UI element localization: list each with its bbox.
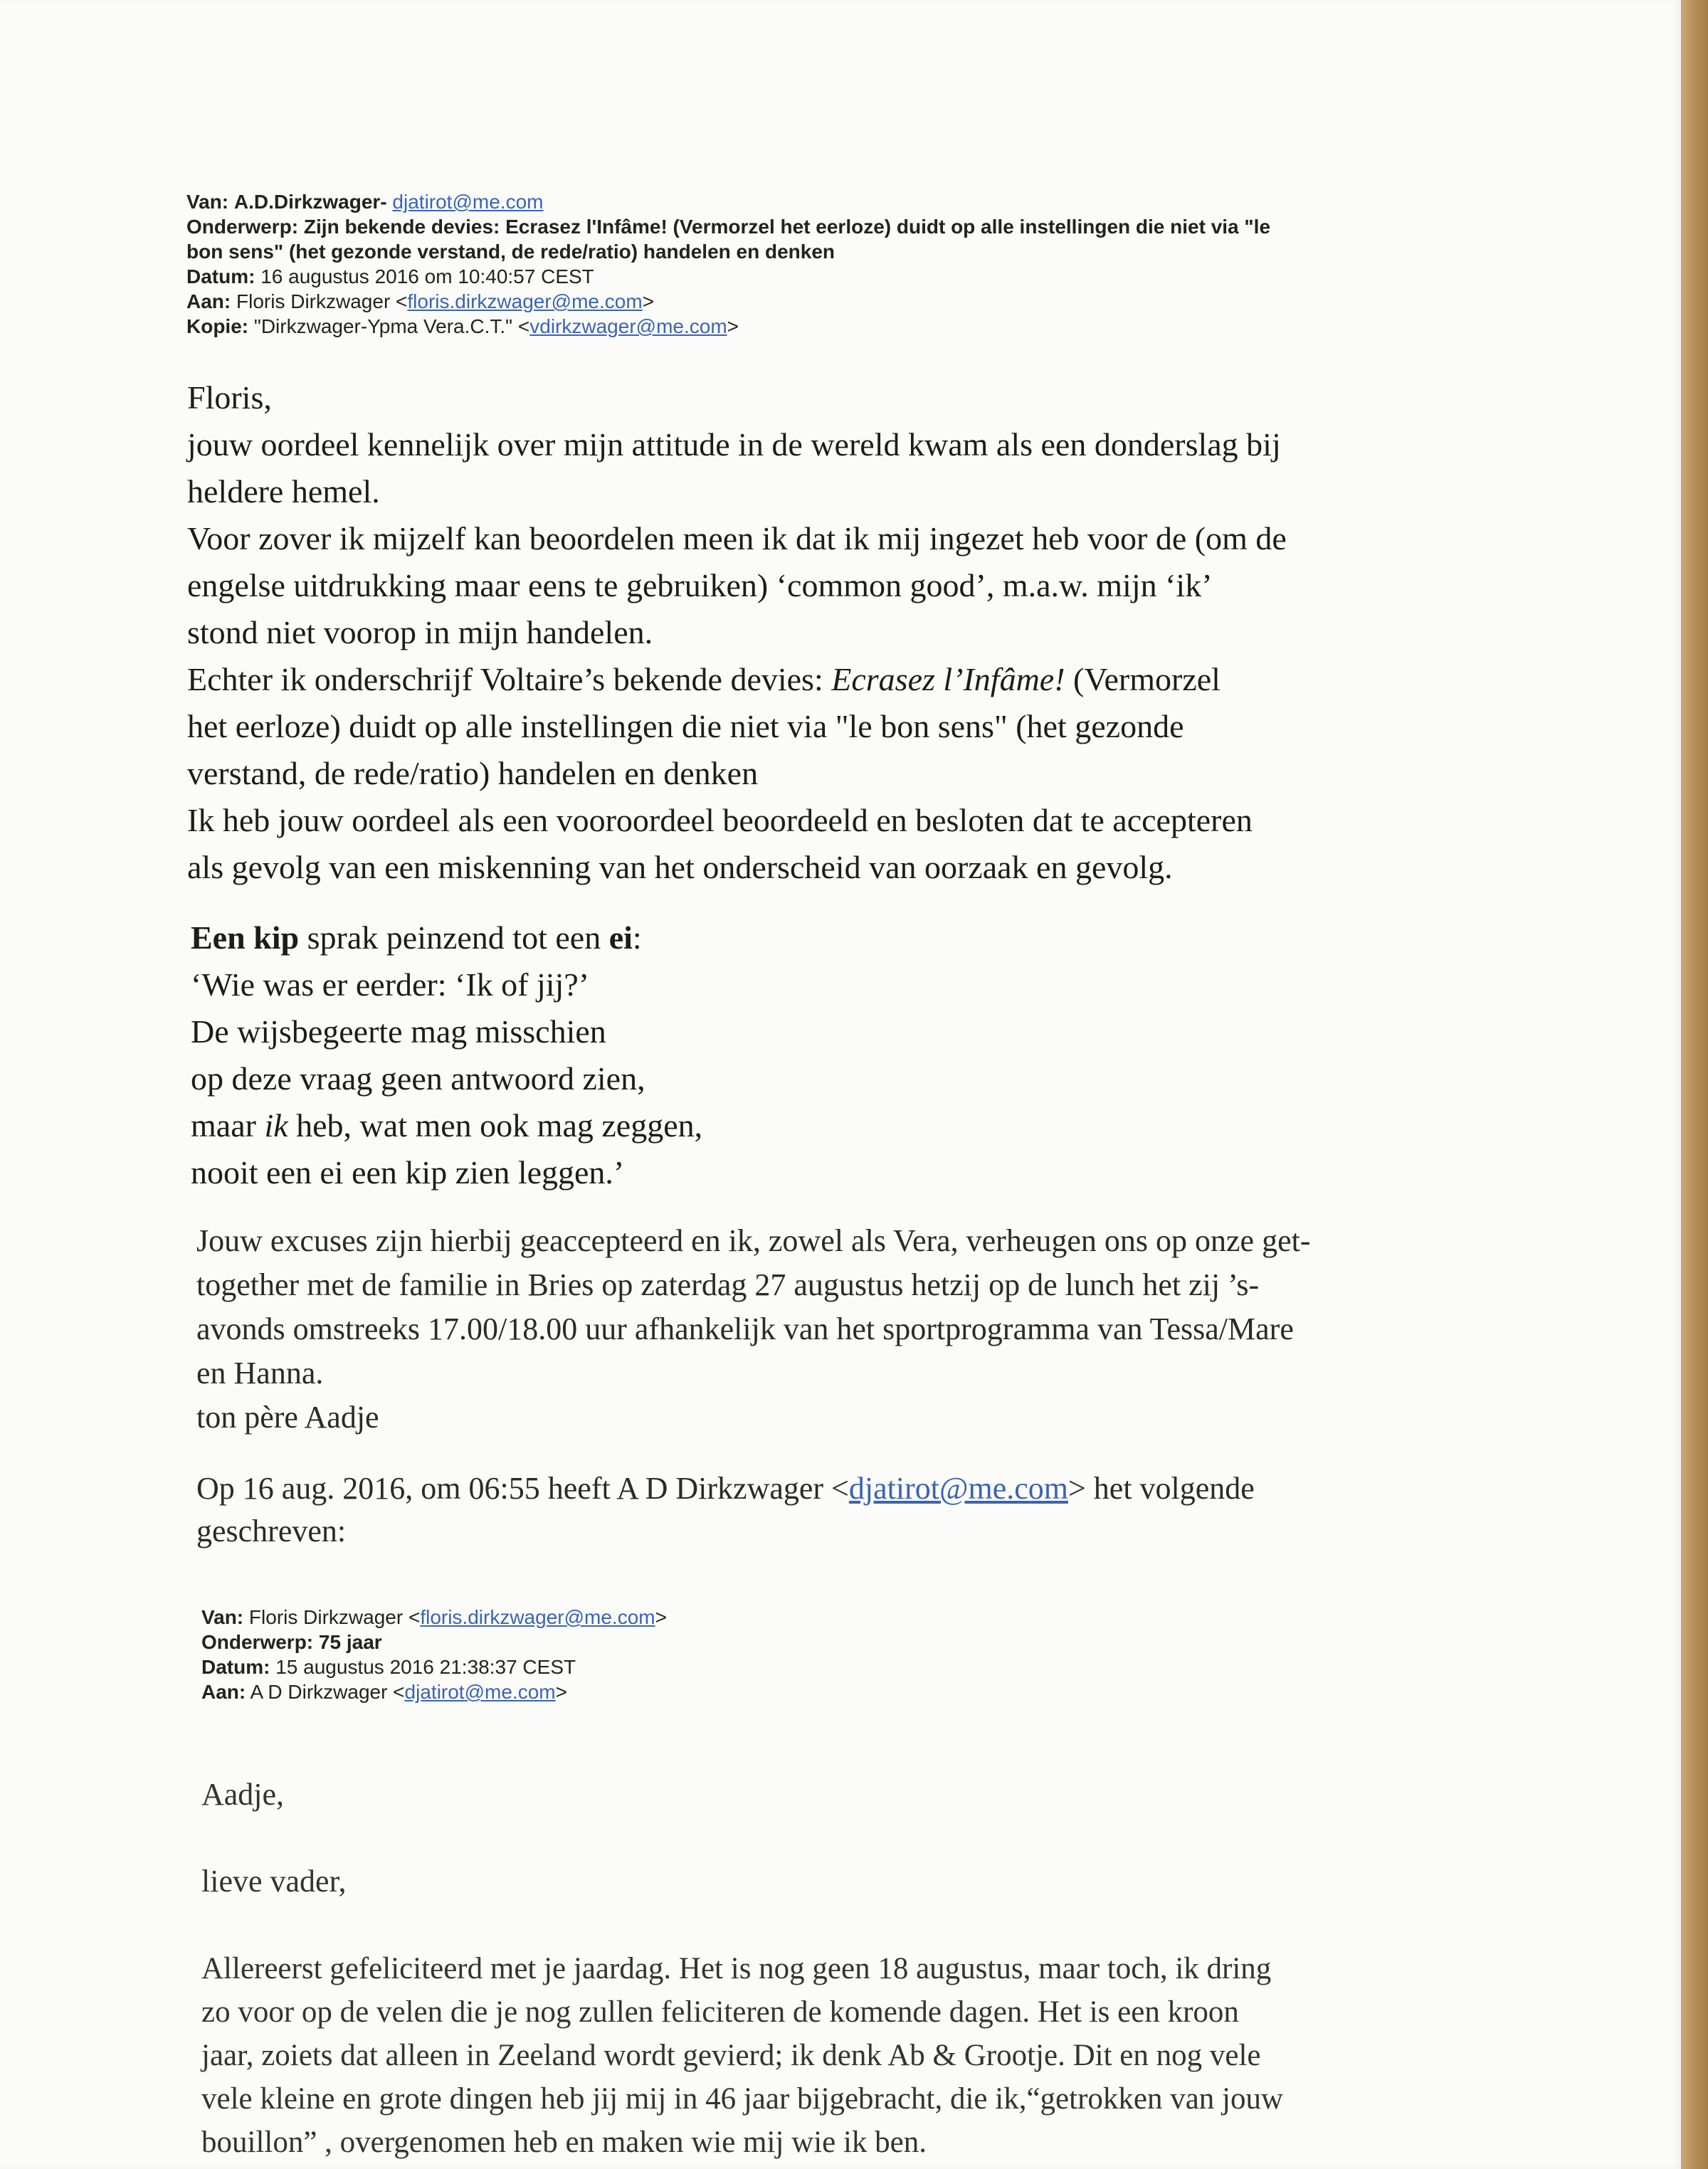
body-line: heldere hemel. xyxy=(187,473,380,510)
from-name: A.D.Dirkzwager- xyxy=(233,191,387,213)
to-name: Floris Dirkzwager < xyxy=(236,290,408,312)
body-line: het eerloze) duidt op alle instellingen die niet via "le bon sens" (het gezonde xyxy=(187,708,1184,744)
poem-line-1 xyxy=(191,914,702,961)
original-salutation: lieve vader, xyxy=(201,1864,347,1899)
subject-label: Onderwerp: xyxy=(201,1631,314,1653)
email-header-original xyxy=(201,1605,667,1704)
body-line: vele kleine en grote dingen heb jij mij in 46 jaar bijgebracht, die ik,“getrokken van jouw xyxy=(201,2082,1284,2116)
to-email-link[interactable]: floris.dirkzwager@me.com xyxy=(407,290,643,312)
date-value: 15 augustus 2016 21:38:37 CEST xyxy=(275,1656,576,1678)
subject-label: Onderwerp: xyxy=(186,216,299,238)
quote-intro-line-2: geschreven: xyxy=(196,1514,347,1548)
cc-email-link[interactable]: vdirkzwager@me.com xyxy=(529,315,727,337)
header-from xyxy=(186,189,1270,214)
quote-intro-pre: Op 16 aug. 2016, om 06:55 heeft A D Dirkzwager < xyxy=(196,1471,849,1506)
page-edge xyxy=(1681,0,1708,2169)
voltaire-motto: Ecrasez l’Infâme! xyxy=(831,661,1065,697)
cc-close: > xyxy=(727,315,739,337)
to-label: Aan: xyxy=(201,1681,246,1703)
from-label: Van: xyxy=(186,191,229,213)
voltaire-post: (Vermorzel xyxy=(1065,661,1221,697)
poem-ik: ik xyxy=(264,1107,288,1144)
poem-line-6: nooit een ei een kip zien leggen.’ xyxy=(191,1154,625,1191)
to-label: Aan: xyxy=(186,290,231,312)
body-line: verstand, de rede/ratio) handelen en denken xyxy=(187,755,759,791)
header2-from xyxy=(201,1605,667,1630)
from-email-link[interactable]: floris.dirkzwager@me.com xyxy=(420,1606,655,1628)
header-date xyxy=(186,264,1270,289)
poem-line-5 xyxy=(191,1102,702,1149)
poem xyxy=(191,914,702,1196)
to-close: > xyxy=(642,290,655,312)
body-line: jaar, zoiets dat alleen in Zeeland wordt gevierd; ik denk Ab & Grootje. Dit en nog vele xyxy=(201,2039,1261,2072)
quote-intro-email[interactable]: djatirot@me.com xyxy=(848,1471,1068,1506)
header2-to xyxy=(201,1679,667,1704)
original-greeting: Aadje, xyxy=(201,1777,285,1812)
body-line: Floris, xyxy=(187,379,272,416)
body-line: engelse uitdrukking maar eens te gebruiken) ‘common good’, m.a.w. mijn ‘ik’ xyxy=(187,567,1213,603)
body-line: bouillon” , overgenomen heb en maken wie mij wie ik ben. xyxy=(201,2126,927,2159)
cc-label: Kopie: xyxy=(186,315,249,337)
header-to xyxy=(186,289,1270,314)
poem-kip: Een kip xyxy=(191,919,300,956)
subject-text-2: bon sens" (het gezonde verstand, de rede/ratio) handelen en denken xyxy=(186,241,835,263)
header-subject xyxy=(186,214,1270,239)
body-line: en Hanna. xyxy=(196,1356,324,1390)
header-cc xyxy=(186,314,1270,339)
body-line: Allereerst gefeliciteerd met je jaardag. Het is nog geen 18 augustus, maar toch, ik dring xyxy=(201,1952,1272,1985)
quote-intro-line xyxy=(196,1467,1255,1510)
poem-l5-post: heb, wat men ook mag zeggen, xyxy=(288,1107,703,1144)
from-close: > xyxy=(655,1606,667,1628)
body-line: jouw oordeel kennelijk over mijn attitude in de wereld kwam als een donderslag bij xyxy=(187,426,1281,463)
to-close: > xyxy=(555,1681,567,1703)
signature: ton père Aadje xyxy=(196,1400,379,1435)
voltaire-pre: Echter ik onderschrijf Voltaire’s bekende devies: xyxy=(187,661,832,697)
poem-line-3: De wijsbegeerte mag misschien xyxy=(191,1013,606,1050)
poem-l5-pre: maar xyxy=(191,1107,265,1144)
body-line: als gevolg van een miskenning van het onderscheid van oorzaak en gevolg. xyxy=(187,849,1173,885)
poem-l1-end: : xyxy=(632,919,642,956)
body-line: zo voor op de velen die je nog zullen feliciteren de komende dagen. Het is een kroon xyxy=(201,1995,1239,2029)
date-label: Datum: xyxy=(201,1656,270,1678)
email-header-reply xyxy=(186,189,1270,339)
poem-line-4: op deze vraag geen antwoord zien, xyxy=(191,1060,645,1097)
quote-intro xyxy=(196,1467,1255,1553)
body-line: stond niet voorop in mijn handelen. xyxy=(187,614,653,650)
date-value: 16 augustus 2016 om 10:40:57 CEST xyxy=(260,265,594,287)
subject-text-1: Zijn bekende devies: Ecrasez l'Infâme! (Vermorzel het eerloze) duidt op alle instellingen die niet via "le xyxy=(303,216,1271,238)
body-line: Ik heb jouw oordeel als een vooroordeel beoordeeld en besloten dat te accepteren xyxy=(187,802,1253,838)
voltaire-line xyxy=(187,656,1287,703)
cc-name: "Dirkzwager-Ypma Vera.C.T." < xyxy=(253,315,530,337)
reply-body xyxy=(187,374,1287,891)
body-line: Jouw excuses zijn hierbij geaccepteerd en ik, zowel als Vera, verheugen ons op onze get- xyxy=(196,1223,1311,1258)
from-name: Floris Dirkzwager < xyxy=(248,1606,421,1628)
reply-closing xyxy=(196,1219,1310,1440)
date-label: Datum: xyxy=(186,265,255,287)
to-email-link[interactable]: djatirot@me.com xyxy=(404,1681,556,1703)
from-label: Van: xyxy=(201,1606,244,1628)
subject-value: 75 jaar xyxy=(318,1631,382,1653)
to-name: A D Dirkzwager < xyxy=(250,1681,405,1703)
poem-l1-mid: sprak peinzend tot een xyxy=(299,919,609,956)
body-line: Voor zover ik mijzelf kan beoordelen meen ik dat ik mij ingezet heb voor de (om de xyxy=(187,520,1287,556)
poem-ei: ei xyxy=(608,919,633,956)
body-line: avonds omstreeks 17.00/18.00 uur afhankelijk van het sportprogramma van Tessa/Mare xyxy=(196,1312,1294,1346)
from-email-link[interactable]: djatirot@me.com xyxy=(392,191,544,213)
quote-intro-post: > het volgende xyxy=(1068,1471,1255,1506)
header2-subject xyxy=(201,1630,667,1655)
poem-line-2: ‘Wie was er eerder: ‘Ik of jij?’ xyxy=(191,966,590,1003)
original-body xyxy=(201,1947,1283,2164)
header2-date xyxy=(201,1655,667,1679)
body-line: together met de familie in Bries op zaterdag 27 augustus hetzij op de lunch het zij ’s- xyxy=(196,1267,1260,1302)
